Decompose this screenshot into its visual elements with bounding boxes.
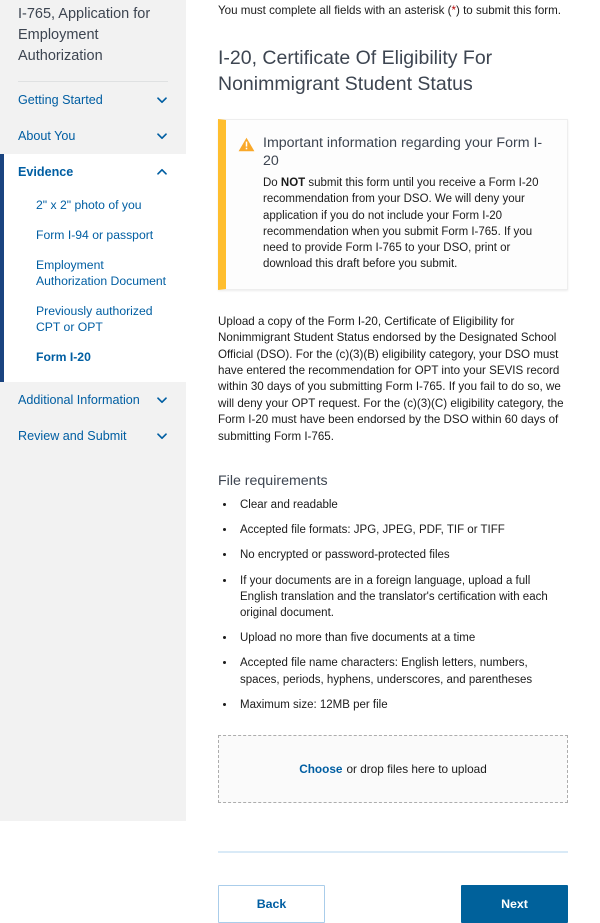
chevron-up-icon[interactable] [156, 166, 168, 178]
list-item: • Maximum size: 12MB per file [236, 697, 568, 713]
list-item: • Accepted file name characters: English letters, numbers, spaces, periods, hyphens, underscores, and parentheses [236, 655, 568, 687]
page-title: I-20, Certificate Of Eligibility For Nonimmigrant Student Status [218, 47, 493, 95]
required-note-prefix: You must complete all fields with an asterisk ( [218, 4, 452, 17]
list-item: • If your documents are in a foreign language, upload a full English translation and the translator's certification with each original document. [236, 573, 568, 622]
sidebar-item-form-i20[interactable]: Form I-20 [36, 350, 91, 364]
sidebar-section-header[interactable] [0, 382, 186, 418]
bottom-divider [218, 851, 568, 853]
sidebar-section-header[interactable] [0, 418, 186, 454]
required-fields-note [218, 0, 568, 19]
instructions-paragraph: Upload a copy of the Form I-20, Certificate of Eligibility for Nonimmigrant Student Status endorsed by the Designated School Official (DSO). For the (c)(3)(B) eligibility category, your DSO must have entered the recommendation for OPT into your SEVIS record within 30 days of you submitting Form I-765. If you fail to do so, we will deny your OPT request. For the (c)(3)(C) eligibility category, the Form I-20 must have been endorsed by the DSO within 60 days of submitting Form I-765. [218, 314, 564, 443]
sidebar-section-label: Review and Submit [18, 429, 127, 443]
file-requirements-list [218, 497, 568, 713]
sidebar-section-header[interactable] [0, 118, 186, 154]
sidebar-subitem-list [4, 190, 186, 382]
list-item: • No encrypted or password-protected files [236, 547, 568, 563]
list-item: • Accepted file formats: JPG, JPEG, PDF, TIF or TIFF [236, 522, 568, 538]
sidebar-section-label: Evidence [18, 165, 74, 179]
sidebar-item-i94-passport[interactable]: Form I-94 or passport [36, 228, 154, 242]
form-navigation-buttons [218, 885, 568, 923]
alert-text-part1: Do [263, 177, 281, 189]
list-item: • Clear and readable [236, 497, 568, 513]
choose-file-button[interactable]: Choose [299, 762, 343, 777]
file-upload-dropzone[interactable] [218, 735, 568, 803]
dropzone-hint: or drop files here to upload [346, 762, 487, 777]
alert-text [263, 175, 551, 273]
sidebar-section-getting-started[interactable] [0, 82, 186, 118]
sidebar-section-header[interactable] [0, 82, 186, 118]
chevron-down-icon[interactable] [156, 430, 168, 442]
alert-title: Important information regarding your Form I-20 [263, 135, 543, 169]
back-button[interactable]: Back [218, 885, 325, 923]
sidebar-nav-list [0, 82, 186, 454]
chevron-down-icon[interactable] [156, 394, 168, 406]
main-content [186, 0, 600, 912]
sidebar-section-additional-information[interactable] [0, 382, 186, 418]
sidebar-section-label: Additional Information [18, 393, 140, 407]
list-item: • Upload no more than five documents at a time [236, 630, 568, 646]
sidebar-item-cpt-opt[interactable]: Previously authorized CPT or OPT [36, 304, 153, 334]
chevron-down-icon[interactable] [156, 94, 168, 106]
alert-text-part2: submit this form until you receive a Form I-20 recommendation from your DSO. We will deny your application if you do not include your Form I-20 recommendation when you submit Form I-765. If you need to provide Form I-765 to your DSO, print or download this draft before you submit. [263, 177, 539, 271]
sidebar-item-ead[interactable]: Employment Authorization Document [36, 258, 167, 288]
sidebar-section-header[interactable] [4, 154, 186, 190]
form-title: I-765, Application for Employment Authorization [18, 6, 151, 64]
alert-text-emphasis: NOT [280, 177, 306, 189]
sidebar-section-label: About You [18, 129, 76, 143]
file-requirements-heading: File requirements [218, 473, 328, 490]
alert-body [263, 134, 551, 273]
sidebar-section-evidence[interactable] [0, 154, 186, 382]
chevron-down-icon[interactable] [156, 130, 168, 142]
required-asterisk: * [451, 4, 456, 17]
next-button[interactable]: Next [461, 885, 568, 923]
form-navigation-sidebar [0, 0, 186, 821]
sidebar-section-about-you[interactable] [0, 118, 186, 154]
sidebar-section-review-and-submit[interactable] [0, 418, 186, 454]
required-note-suffix: ) to submit this form. [456, 4, 562, 17]
warning-triangle-icon [238, 134, 256, 273]
sidebar-item-photo[interactable]: 2" x 2" photo of you [36, 198, 142, 212]
important-information-alert [218, 119, 568, 290]
sidebar-section-label: Getting Started [18, 93, 103, 107]
